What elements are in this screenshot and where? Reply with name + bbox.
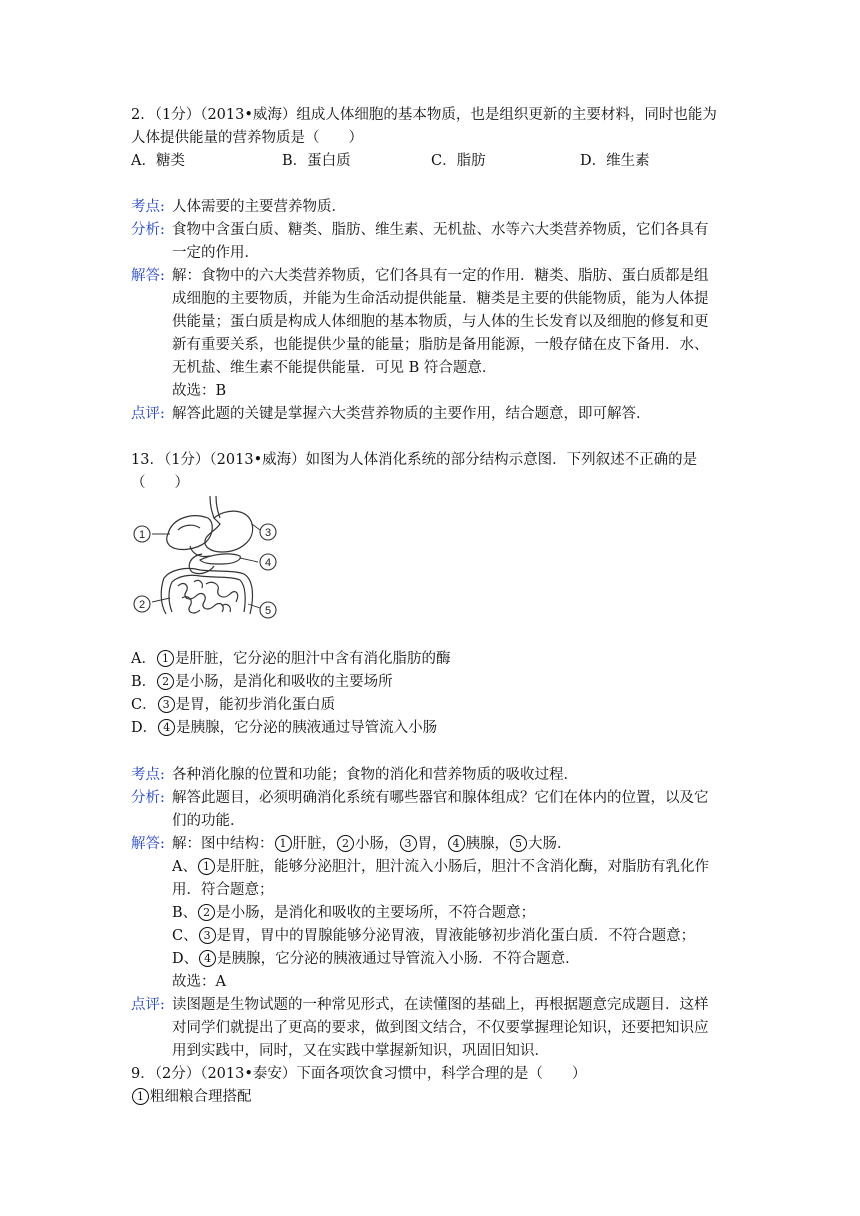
q13-jieda-label: 解答: <box>131 836 165 852</box>
diagram-label-1-text: 1 <box>138 529 146 541</box>
circled-number: 3 <box>158 696 175 713</box>
item-prefix: C、 <box>172 928 198 944</box>
circled-number: 2 <box>157 673 174 690</box>
q9-stem: 9．（2分）（2013•泰安）下面各项饮食习惯中，科学合理的是（ ） <box>131 1066 587 1082</box>
q2-jieda-line: 解：食物中的六大类营养物质，它们各具有一定的作用．糖类、脂肪、蛋白质都是组 <box>172 268 709 284</box>
q13-dianping-line: 用到实践中，同时，又在实践中掌握新知识，巩固旧知识． <box>172 1043 549 1059</box>
option-letter: C． <box>131 697 157 713</box>
q2-option-c: C．脂肪 <box>431 153 486 169</box>
q13-jieda-item-d <box>172 948 580 970</box>
option-text: 是胃，能初步消化蛋白质 <box>175 697 336 713</box>
structure-item: 胰腺， <box>465 836 509 852</box>
option-letter: D． <box>131 720 158 736</box>
q2-kaodian-text: 人体需要的主要营养物质． <box>172 199 346 215</box>
circled-number: 3 <box>199 927 216 944</box>
diagram-label-2-text: 2 <box>138 599 146 611</box>
structure-prefix: 解：图中结构： <box>172 836 274 852</box>
circled-number: 1 <box>198 858 215 875</box>
circled-number: 1 <box>132 1088 149 1105</box>
q2-fenxi-line: 一定的作用． <box>172 245 259 261</box>
diagram-label-5-text: 5 <box>264 605 272 617</box>
circled-number: 4 <box>199 950 216 967</box>
option-text: 是肝脏，它分泌的胆汁中含有消化脂肪的酶 <box>174 651 451 667</box>
q2-jieda-line: 成细胞的主要物质，并能为生命活动提供能量．糖类是主要的供能物质，能为人体提 <box>172 291 709 307</box>
item-prefix: A、 <box>172 859 197 875</box>
q2-dianping-text: 解答此题的关键是掌握六大类营养物质的主要作用，结合题意，即可解答． <box>172 406 651 422</box>
q13-dianping-line: 对同学们就提出了更高的要求，做到图文结合，不仅要掌握理论知识，还要把知识应 <box>172 1020 709 1036</box>
q2-dianping-label: 点评: <box>131 406 165 422</box>
circled-number: 4 <box>448 835 465 852</box>
q13-stem-line2: （ ） <box>131 475 189 491</box>
q13-jieda-item-c <box>172 925 695 947</box>
q2-jieda-label: 解答: <box>131 268 165 284</box>
circled-number: 5 <box>510 835 527 852</box>
q2-answer: 故选：B <box>172 383 227 399</box>
structure-item: 胃， <box>417 836 447 852</box>
option-letter: B． <box>131 674 157 690</box>
q13-stem-line1: 13．（1分）（2013•威海）如图为人体消化系统的部分结构示意图．下列叙述不正确的是 <box>131 452 698 468</box>
q2-stem-line1: 2．（1分）（2013•威海）组成人体细胞的基本物质，也是组织更新的主要材料，同时也能为 <box>131 107 717 123</box>
item-text: 是小肠，是消化和吸收的主要场所，不符合题意； <box>216 905 536 921</box>
structure-item: 肝脏， <box>292 836 336 852</box>
q13-jieda-structure <box>172 833 572 855</box>
q13-jieda-item-b <box>172 902 535 924</box>
option-text: 是小肠，是消化和吸收的主要场所 <box>175 674 393 690</box>
diagram-label-3-text: 3 <box>264 527 272 539</box>
q13-kaodian-label: 考点: <box>131 767 165 783</box>
q13-fenxi-line: 解答此题目，必须明确消化系统有哪些器官和腺体组成？它们在体内的位置，以及它 <box>172 790 709 806</box>
item-text: 是肝脏，能够分泌胆汁，胆汁流入小肠后，胆汁不含消化酶，对脂肪有乳化作 <box>215 859 709 875</box>
q2-fenxi-label: 分析: <box>131 222 165 238</box>
q13-fenxi-label: 分析: <box>131 790 165 806</box>
q2-option-a: A．糖类 <box>131 153 185 169</box>
q13-option-b <box>131 671 393 693</box>
item-prefix: D、 <box>172 951 199 967</box>
item-prefix: B、 <box>172 905 198 921</box>
digestive-system-diagram <box>130 494 280 624</box>
q13-option-a <box>131 648 450 670</box>
item-text: 是胃，胃中的胃腺能够分泌胃液，胃液能够初步消化蛋白质．不符合题意； <box>216 928 696 944</box>
q2-option-b: B．蛋白质 <box>282 153 351 169</box>
digestive-system-illustration <box>130 494 280 624</box>
circled-number: 1 <box>275 835 292 852</box>
q2-kaodian-label: 考点: <box>131 199 165 215</box>
q13-fenxi-line: 们的功能． <box>172 813 245 829</box>
circled-number: 2 <box>198 904 215 921</box>
q2-jieda-line: 无机盐、维生素不能提供能量．可见 B 符合题意． <box>172 360 497 376</box>
q13-option-c <box>131 694 335 716</box>
q13-jieda-item-a-cont: 用．符合题意； <box>172 882 274 898</box>
q13-kaodian-text: 各种消化腺的位置和功能；食物的消化和营养物质的吸收过程． <box>172 767 578 783</box>
circled-number: 1 <box>157 650 174 667</box>
item-text: 是胰腺，它分泌的胰液通过导管流入小肠．不符合题意． <box>217 951 580 967</box>
structure-item: 小肠， <box>355 836 399 852</box>
circled-number: 4 <box>158 719 175 736</box>
q13-option-d <box>131 717 437 739</box>
q2-stem-line2: 人体提供能量的营养物质是（ ） <box>131 130 363 146</box>
q2-jieda-line: 新有重要关系，也能提供少量的能量；脂肪是备用能源，一般存储在皮下备用．水、 <box>172 337 709 353</box>
diagram-label-4-text: 4 <box>264 557 272 569</box>
item-text: 粗细粮合理搭配 <box>150 1089 252 1105</box>
q13-dianping-label: 点评: <box>131 997 165 1013</box>
circled-number: 3 <box>400 835 417 852</box>
structure-item: 大肠． <box>528 836 572 852</box>
q2-option-d: D．维生素 <box>580 153 650 169</box>
q9-item-1 <box>131 1086 252 1108</box>
q13-jieda-item-a <box>172 856 709 878</box>
option-text: 是胰腺，它分泌的胰液通过导管流入小肠 <box>176 720 438 736</box>
q13-dianping-line: 读图题是生物试题的一种常见形式，在读懂图的基础上，再根据题意完成题目．这样 <box>172 997 709 1013</box>
option-letter: A． <box>131 651 156 667</box>
q2-jieda-line: 供能量；蛋白质是构成人体细胞的基本物质，与人体的生长发育以及细胞的修复和更 <box>172 314 709 330</box>
q2-fenxi-line: 食物中含蛋白质、糖类、脂肪、维生素、无机盐、水等六大类营养物质，它们各具有 <box>172 222 709 238</box>
circled-number: 2 <box>337 835 354 852</box>
q13-answer: 故选：A <box>172 974 226 990</box>
